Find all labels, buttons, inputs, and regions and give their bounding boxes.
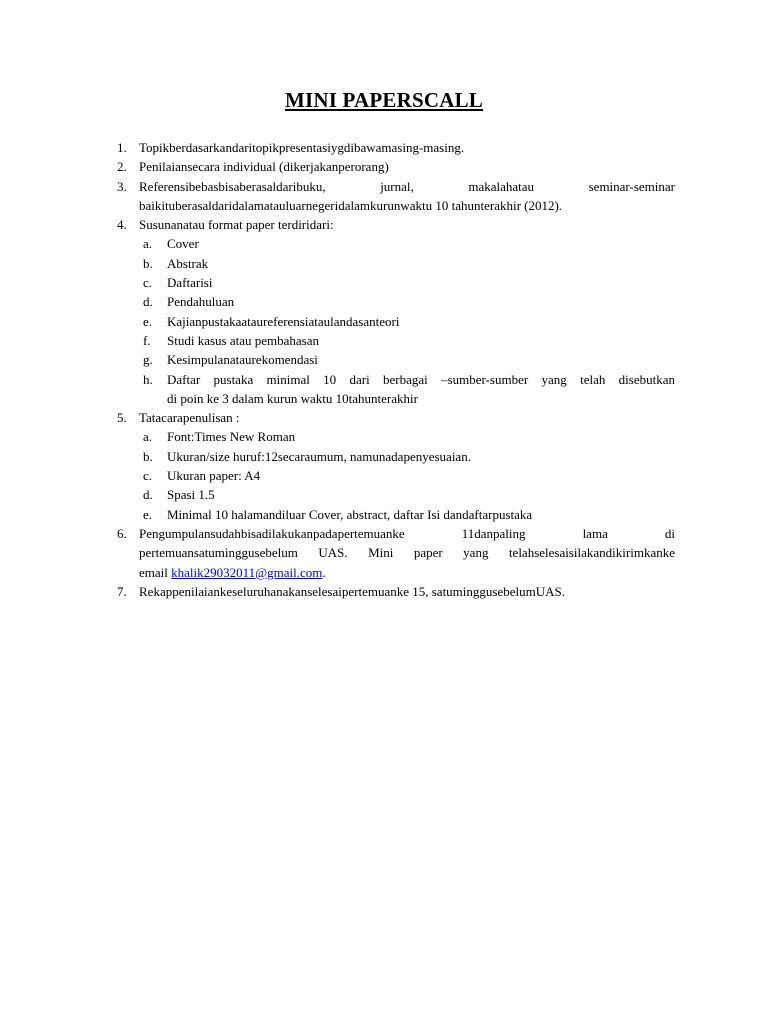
sub-list-item	[139, 273, 675, 292]
sub-list-item	[139, 505, 675, 524]
sub-list	[139, 234, 675, 408]
sub-list-letter: a.	[143, 429, 153, 445]
sub-list-text: Kajianpustakaataureferensiataulandasanteori	[167, 313, 400, 329]
sub-list-text: Font:Times New Roman	[167, 429, 296, 445]
list-item-text: Penilaiansecara individual (dikerjakanperorang)	[139, 159, 389, 175]
email-suffix: .	[322, 564, 326, 580]
sub-list-text: Minimal 10 halamandiluar Cover, abstract, daftar Isi dandaftarpustaka	[167, 506, 533, 522]
sub-list-letter: c.	[143, 275, 153, 291]
list-item-text	[139, 563, 675, 582]
list-item-text: Tatacarapenulisan :	[139, 410, 240, 426]
sub-list-letter: e.	[143, 506, 153, 522]
sub-list-text: Daftar pustaka minimal 10 dari berbagai –sumber-sumber yang telah disebutkan	[167, 371, 675, 387]
sub-list-letter: c.	[143, 468, 153, 484]
list-number: 4.	[117, 217, 127, 233]
list-item-text: baikituberasaldaridalamatauluarnegeridalamkurunwaktu 10 tahunterakhir (2012).	[139, 197, 563, 213]
main-list	[113, 138, 675, 601]
sub-list-letter: e.	[143, 313, 153, 329]
sub-list-letter: f.	[143, 332, 151, 348]
sub-list-text: di poin ke 3 dalam kurun waktu 10tahunterakhir	[167, 390, 418, 406]
sub-list-text: Pendahuluan	[167, 294, 235, 310]
list-item	[113, 138, 675, 157]
sub-list-item	[139, 466, 675, 485]
list-item-text: pertemuansatuminggusebelum UAS. Mini paper yang telahselesaisilakandikirimkanke	[139, 545, 675, 561]
sub-list-letter: b.	[143, 255, 153, 271]
sub-list-letter: d.	[143, 294, 153, 310]
email-link[interactable]: khalik29032011@gmail.com	[171, 564, 323, 580]
sub-list-item	[139, 312, 675, 331]
sub-list-text: Ukuran paper: A4	[167, 468, 261, 484]
list-item-text: Topikberdasarkandaritopikpresentasiygdibawamasing-masing.	[139, 140, 465, 155]
sub-list-text: Daftarisi	[167, 275, 213, 291]
sub-list-text: Abstrak	[167, 255, 209, 271]
sub-list-letter: d.	[143, 487, 153, 503]
list-item-text: Rekappenilaiankeseluruhanakanselesaipertemuanke 15, satuminggusebelumUAS.	[139, 583, 565, 599]
sub-list-text: Kesimpulanataurekomendasi	[167, 352, 318, 368]
sub-list	[139, 427, 675, 523]
list-item-text: Pengumpulansudahbisadilakukanpadapertemuanke 11danpaling lama di	[139, 525, 675, 541]
list-item-text: Referensibebasbisaberasaldaribuku, jurnal, makalahatau seminar-seminar	[139, 178, 675, 194]
list-item	[113, 582, 675, 601]
sub-list-item	[139, 447, 675, 466]
email-prefix: email	[139, 564, 172, 580]
sub-list-letter: g.	[143, 352, 153, 368]
list-number: 5.	[117, 410, 127, 426]
list-item	[113, 177, 675, 216]
list-item-text: Susunanatau format paper terdiridari:	[139, 217, 334, 233]
document-body	[113, 138, 675, 601]
list-item	[113, 524, 675, 582]
sub-list-text: Cover	[167, 236, 199, 252]
sub-list-text: Studi kasus atau pembahasan	[167, 332, 319, 348]
list-item	[113, 157, 675, 176]
document-title: MINI PAPERSCALL	[284, 88, 484, 112]
list-item	[113, 215, 675, 408]
sub-list-letter: a.	[143, 236, 153, 252]
list-number: 7.	[117, 583, 127, 599]
list-item	[113, 408, 675, 524]
sub-list-item	[139, 485, 675, 504]
sub-list-text: Spasi 1.5	[167, 487, 215, 503]
sub-list-item	[139, 427, 675, 446]
list-number: 3.	[117, 178, 127, 194]
list-number: 1.	[117, 140, 127, 155]
sub-list-item	[139, 292, 675, 311]
sub-list-item	[139, 350, 675, 369]
sub-list-item	[139, 254, 675, 273]
list-number: 6.	[117, 525, 127, 541]
list-number: 2.	[117, 159, 127, 175]
sub-list-item	[139, 331, 675, 350]
sub-list-item	[139, 370, 675, 409]
sub-list-text: Ukuran/size huruf:12secaraumum, namunadapenyesuaian.	[167, 448, 471, 464]
sub-list-letter: b.	[143, 448, 153, 464]
sub-list-item	[139, 234, 675, 253]
sub-list-letter: h.	[143, 371, 153, 387]
